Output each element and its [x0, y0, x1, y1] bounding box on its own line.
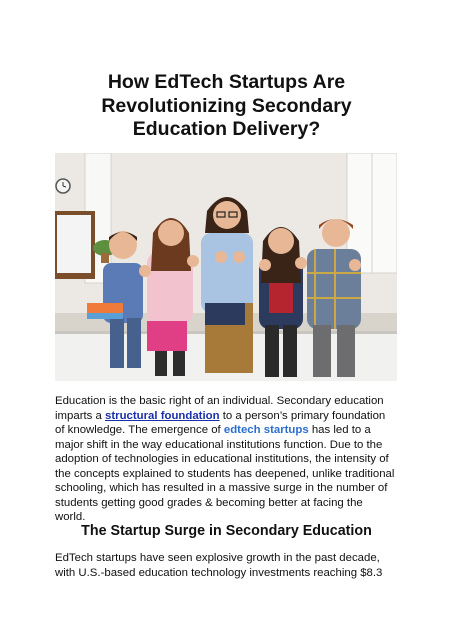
title-line: Education Delivery?: [132, 118, 321, 140]
thumb-up-icon: [139, 265, 151, 277]
text-line: schooling, which has resulted in a massive surge in the number of: [55, 482, 388, 494]
teacher-center: [201, 197, 253, 373]
text-fragment: of knowledge. The emergence of: [55, 424, 224, 436]
structural-foundation-link[interactable]: structural foundation: [105, 409, 220, 422]
text-line: world.: [55, 511, 86, 523]
thumb-up-icon: [295, 257, 307, 269]
text-line: [55, 409, 405, 424]
thumb-up-icon: [259, 259, 271, 271]
edtech-startups-link[interactable]: edtech startups: [223, 424, 309, 436]
thumb-up-icon: [349, 259, 361, 271]
section-paragraph: [55, 551, 405, 580]
text-line: students getting good grades & becoming better at facing the: [55, 496, 363, 509]
text-fragment: imparts a: [55, 409, 106, 422]
text-fragment: has led to a: [308, 424, 371, 436]
thumb-up-icon: [187, 255, 199, 267]
text-fragment: to a person’s primary foundation: [219, 409, 386, 422]
text-line: the concepts explained to students has deepened, unlike traditional: [55, 467, 395, 480]
thumb-up-icon: [233, 251, 245, 263]
title-line: Revolutionizing Secondary: [101, 94, 352, 117]
title-line: How EdTech Startups Are: [107, 71, 346, 93]
document-title: [40, 71, 413, 142]
intro-paragraph: [55, 394, 405, 525]
text-line: Education is the basic right of an individual. Secondary education: [55, 395, 384, 407]
text-line: adoption of technologies in educational institutions, the intensity of: [55, 453, 389, 465]
text-line: [55, 423, 405, 438]
text-line: EdTech startups have seen explosive growth in the past decade,: [55, 552, 380, 564]
text-line: with U.S.-based education technology investments reaching $8.3: [55, 566, 383, 579]
classroom-illustration: [55, 153, 397, 381]
text-line: major shift in the way educational institutions function. Due to the: [55, 438, 383, 451]
classroom-photo: [55, 153, 397, 381]
thumb-up-icon: [215, 251, 227, 263]
section-heading: The Startup Surge in Secondary Education: [81, 523, 372, 539]
